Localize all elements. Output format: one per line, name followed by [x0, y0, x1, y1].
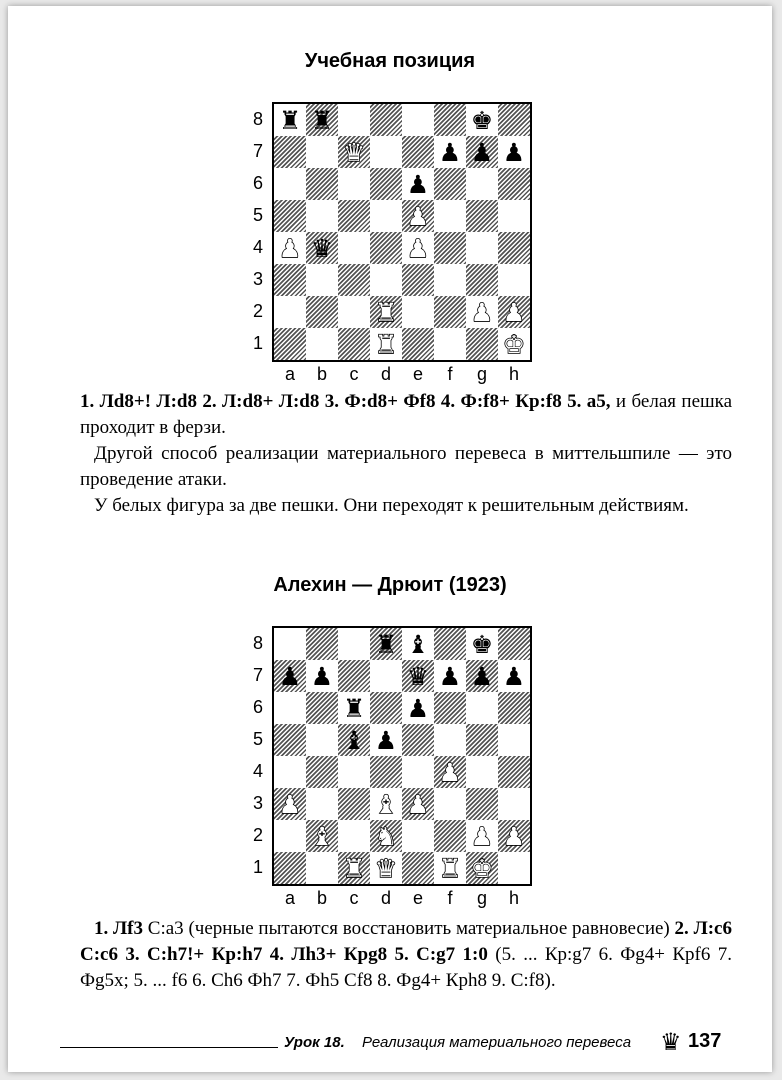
square-a3 — [274, 264, 306, 296]
square-g3 — [466, 788, 498, 820]
rank-label: 3 — [252, 269, 263, 289]
square-f4 — [434, 756, 466, 788]
square-b5 — [306, 724, 338, 756]
rank-label: 7 — [252, 665, 263, 685]
square-h2 — [498, 296, 530, 328]
square-f6 — [434, 692, 466, 724]
square-b8 — [306, 628, 338, 660]
rank-label: 1 — [252, 857, 263, 877]
square-b7 — [306, 660, 338, 692]
square-b3 — [306, 264, 338, 296]
square-a1 — [274, 328, 306, 360]
black-pawn-icon: ♟ — [406, 169, 430, 199]
square-b4 — [306, 232, 338, 264]
square-b5 — [306, 200, 338, 232]
black-pawn-icon: ♟ — [470, 661, 494, 691]
square-d7 — [370, 136, 402, 168]
square-h6 — [498, 692, 530, 724]
square-b6 — [306, 168, 338, 200]
square-g7 — [466, 660, 498, 692]
square-f5 — [434, 200, 466, 232]
square-g7 — [466, 136, 498, 168]
file-label: c — [349, 364, 359, 384]
file-label: f — [447, 364, 453, 384]
diagram1-title: Учебная позиция — [304, 50, 476, 72]
square-b3 — [306, 788, 338, 820]
square-c3 — [338, 788, 370, 820]
square-c2 — [338, 820, 370, 852]
square-e6 — [402, 692, 434, 724]
square-d3 — [370, 788, 402, 820]
square-e1 — [402, 852, 434, 884]
square-g5 — [466, 200, 498, 232]
footer-lesson: Урок 18. — [284, 1034, 345, 1051]
diagram2-board — [272, 626, 532, 886]
square-d1 — [370, 852, 402, 884]
white-king-icon: ♚ — [502, 329, 526, 359]
rank-label: 6 — [252, 697, 263, 717]
square-b6 — [306, 692, 338, 724]
file-label: c — [349, 888, 359, 908]
square-a5 — [274, 724, 306, 756]
square-f3 — [434, 788, 466, 820]
square-a5 — [274, 200, 306, 232]
square-c8 — [338, 628, 370, 660]
square-h1 — [498, 852, 530, 884]
square-d5 — [370, 200, 402, 232]
rank-label: 8 — [252, 109, 263, 129]
square-a6 — [274, 692, 306, 724]
square-h7 — [498, 660, 530, 692]
crown-icon: ♛ — [660, 1028, 682, 1056]
diagram1-file-labels — [274, 364, 530, 386]
square-f5 — [434, 724, 466, 756]
rank-label: 2 — [252, 301, 263, 321]
rank-label: 3 — [252, 793, 263, 813]
rank-label: 2 — [252, 825, 263, 845]
book-page — [8, 6, 772, 1072]
square-c8 — [338, 104, 370, 136]
square-g1 — [466, 852, 498, 884]
white-bishop-icon: ♝ — [374, 789, 398, 819]
square-g2 — [466, 296, 498, 328]
black-pawn-icon: ♟ — [470, 137, 494, 167]
black-pawn-icon: ♟ — [438, 137, 462, 167]
square-c1 — [338, 852, 370, 884]
square-d8 — [370, 628, 402, 660]
rank-label: 8 — [252, 633, 263, 653]
square-f3 — [434, 264, 466, 296]
page-number: 137 — [688, 1030, 722, 1052]
square-g8 — [466, 628, 498, 660]
white-pawn-icon: ♟ — [278, 233, 302, 263]
square-e4 — [402, 232, 434, 264]
file-label: e — [412, 888, 423, 908]
rank-label: 4 — [252, 237, 263, 257]
file-label: g — [476, 364, 487, 384]
square-d2 — [370, 820, 402, 852]
square-b4 — [306, 756, 338, 788]
square-a4 — [274, 756, 306, 788]
white-pawn-icon: ♟ — [406, 233, 430, 263]
white-rook-icon: ♜ — [342, 853, 366, 883]
black-queen-icon: ♛ — [310, 233, 334, 263]
paragraph-attack: Другой способ реализации материального перевеса в миттельшпиле — это проведение атаки. — [80, 443, 732, 490]
square-e5 — [402, 200, 434, 232]
square-b1 — [306, 852, 338, 884]
square-c7 — [338, 660, 370, 692]
square-e3 — [402, 788, 434, 820]
file-label: b — [316, 364, 327, 384]
black-pawn-icon: ♟ — [278, 661, 302, 691]
black-rook-icon: ♜ — [342, 693, 366, 723]
diagram1 — [248, 102, 538, 392]
white-queen-icon: ♛ — [374, 853, 398, 883]
solution-moves: 1. Лd8+! Л:d8 2. Л:d8+ Л:d8 3. Ф:d8+ Фf8 4. Ф:f8+ Кр:f8 5. а5, — [80, 391, 611, 412]
white-pawn-icon: ♟ — [470, 821, 494, 851]
file-label: f — [447, 888, 453, 908]
black-bishop-icon: ♝ — [342, 725, 366, 755]
white-bishop-icon: ♝ — [310, 821, 334, 851]
diagram2-file-labels — [274, 888, 530, 910]
square-c5 — [338, 200, 370, 232]
white-rook-icon: ♜ — [374, 329, 398, 359]
square-g6 — [466, 168, 498, 200]
square-c5 — [338, 724, 370, 756]
square-f7 — [434, 660, 466, 692]
square-g5 — [466, 724, 498, 756]
diagram1-solution — [80, 389, 732, 441]
rank-label: 4 — [252, 761, 263, 781]
black-rook-icon: ♜ — [310, 105, 334, 135]
black-pawn-icon: ♟ — [438, 661, 462, 691]
square-g1 — [466, 328, 498, 360]
black-rook-icon: ♜ — [278, 105, 302, 135]
square-e5 — [402, 724, 434, 756]
square-e7 — [402, 136, 434, 168]
rank-label: 5 — [252, 729, 263, 749]
square-g4 — [466, 232, 498, 264]
square-b2 — [306, 296, 338, 328]
rank-label: 7 — [252, 141, 263, 161]
square-b2 — [306, 820, 338, 852]
square-e2 — [402, 296, 434, 328]
white-king-icon: ♚ — [470, 853, 494, 883]
square-a4 — [274, 232, 306, 264]
footer-title: Реализация материального перевеса — [362, 1034, 632, 1051]
black-king-icon: ♚ — [470, 105, 494, 135]
square-e2 — [402, 820, 434, 852]
square-h3 — [498, 264, 530, 296]
file-label: d — [380, 888, 391, 908]
square-a7 — [274, 660, 306, 692]
square-a8 — [274, 104, 306, 136]
square-d5 — [370, 724, 402, 756]
black-pawn-icon: ♟ — [310, 661, 334, 691]
square-c4 — [338, 756, 370, 788]
square-c2 — [338, 296, 370, 328]
diagram1-board — [272, 102, 532, 362]
square-b7 — [306, 136, 338, 168]
square-h7 — [498, 136, 530, 168]
square-b8 — [306, 104, 338, 136]
white-rook-icon: ♜ — [438, 853, 462, 883]
file-label: e — [412, 364, 423, 384]
black-rook-icon: ♜ — [374, 629, 398, 659]
black-bishop-icon: ♝ — [406, 629, 430, 659]
square-e1 — [402, 328, 434, 360]
diagram2 — [248, 626, 538, 916]
square-d7 — [370, 660, 402, 692]
square-c1 — [338, 328, 370, 360]
file-label: a — [284, 364, 295, 384]
square-e7 — [402, 660, 434, 692]
file-label: a — [284, 888, 295, 908]
square-d2 — [370, 296, 402, 328]
solution-comment: и белая пешка проходит в ферзи. — [80, 391, 733, 438]
square-c4 — [338, 232, 370, 264]
square-h5 — [498, 724, 530, 756]
white-pawn-icon: ♟ — [278, 789, 302, 819]
square-d8 — [370, 104, 402, 136]
square-c3 — [338, 264, 370, 296]
white-knight-icon: ♞ — [374, 821, 398, 851]
white-pawn-icon: ♟ — [406, 201, 430, 231]
white-pawn-icon: ♟ — [470, 297, 494, 327]
square-h2 — [498, 820, 530, 852]
moves-part1: 1. Лf3 — [94, 918, 144, 939]
square-e8 — [402, 628, 434, 660]
square-c6 — [338, 168, 370, 200]
diagram2-solution — [80, 916, 732, 994]
rank-label: 6 — [252, 173, 263, 193]
white-queen-icon: ♛ — [342, 137, 366, 167]
rank-label: 1 — [252, 333, 263, 353]
square-e3 — [402, 264, 434, 296]
square-h6 — [498, 168, 530, 200]
square-d4 — [370, 756, 402, 788]
square-g4 — [466, 756, 498, 788]
square-f4 — [434, 232, 466, 264]
square-a3 — [274, 788, 306, 820]
square-e4 — [402, 756, 434, 788]
white-pawn-icon: ♟ — [438, 757, 462, 787]
white-rook-icon: ♜ — [374, 297, 398, 327]
square-f8 — [434, 104, 466, 136]
file-label: h — [508, 888, 519, 908]
square-e6 — [402, 168, 434, 200]
square-h8 — [498, 104, 530, 136]
square-f7 — [434, 136, 466, 168]
comment-part2: (5. ... Кр:g7 6. Фg4+ Крf6 7. Фg5х; 5. ... f6 6. Сh6 Фh7 7. Фh5 Сf8 8. Фg4+ Крh8 9. С:f8). — [80, 944, 732, 991]
page-footer — [60, 1030, 720, 1060]
black-pawn-icon: ♟ — [406, 693, 430, 723]
square-a7 — [274, 136, 306, 168]
square-h1 — [498, 328, 530, 360]
footer-rule — [60, 1047, 278, 1048]
square-g3 — [466, 264, 498, 296]
square-g6 — [466, 692, 498, 724]
square-h3 — [498, 788, 530, 820]
square-c6 — [338, 692, 370, 724]
square-b1 — [306, 328, 338, 360]
black-pawn-icon: ♟ — [502, 661, 526, 691]
square-f1 — [434, 328, 466, 360]
moves-part2: 2. Л:с6 С:с6 3. С:h7!+ Кр:h7 4. Лh3+ Крg8 5. С:g7 1:0 — [80, 918, 732, 965]
rank-label: 5 — [252, 205, 263, 225]
square-f1 — [434, 852, 466, 884]
white-pawn-icon: ♟ — [406, 789, 430, 819]
square-d6 — [370, 168, 402, 200]
square-a8 — [274, 628, 306, 660]
black-pawn-icon: ♟ — [502, 137, 526, 167]
diagram2-title: Алехин — Дрюит (1923) — [273, 574, 507, 596]
square-h4 — [498, 232, 530, 264]
square-d4 — [370, 232, 402, 264]
white-pawn-icon: ♟ — [502, 821, 526, 851]
square-f6 — [434, 168, 466, 200]
black-queen-icon: ♛ — [406, 661, 430, 691]
file-label: g — [476, 888, 487, 908]
square-a6 — [274, 168, 306, 200]
square-f8 — [434, 628, 466, 660]
paragraph-white-piece: У белых фигура за две пешки. Они переходят к решительным действиям. — [94, 495, 689, 516]
square-d3 — [370, 264, 402, 296]
square-d1 — [370, 328, 402, 360]
square-a2 — [274, 296, 306, 328]
square-h8 — [498, 628, 530, 660]
white-pawn-icon: ♟ — [502, 297, 526, 327]
square-d6 — [370, 692, 402, 724]
square-f2 — [434, 296, 466, 328]
square-c7 — [338, 136, 370, 168]
square-h5 — [498, 200, 530, 232]
black-king-icon: ♚ — [470, 629, 494, 659]
square-g2 — [466, 820, 498, 852]
square-a2 — [274, 820, 306, 852]
comment-part1: С:а3 (черные пытаются восстановить материальное равновесие) — [143, 918, 675, 939]
file-label: h — [508, 364, 519, 384]
black-pawn-icon: ♟ — [374, 725, 398, 755]
square-f2 — [434, 820, 466, 852]
file-label: b — [316, 888, 327, 908]
square-h4 — [498, 756, 530, 788]
square-a1 — [274, 852, 306, 884]
file-label: d — [380, 364, 391, 384]
square-g8 — [466, 104, 498, 136]
square-e8 — [402, 104, 434, 136]
